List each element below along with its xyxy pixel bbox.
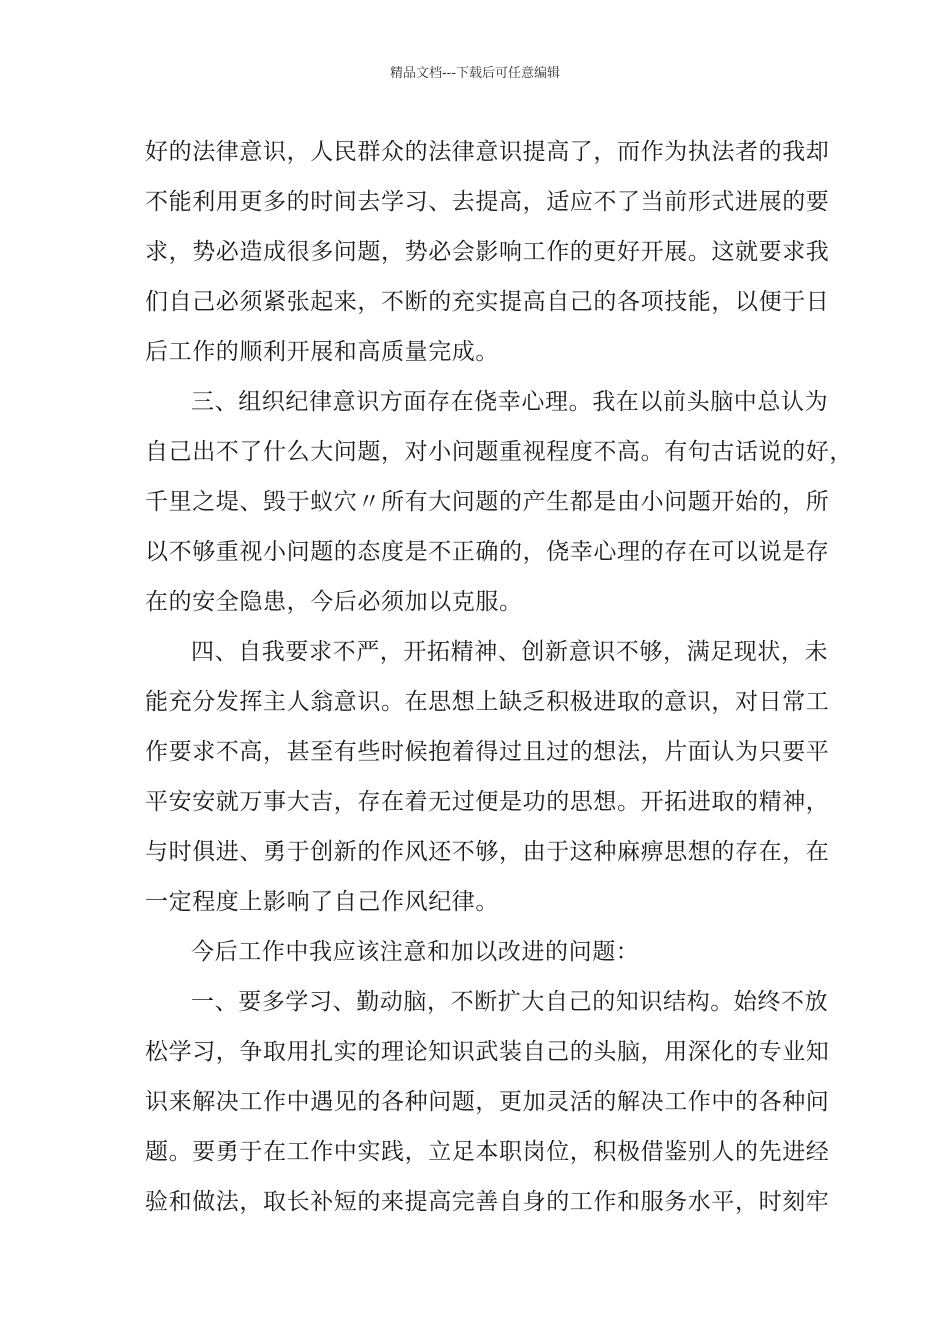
paragraph-section-three xyxy=(145,377,853,627)
text-line: 与时俱进、勇于创新的作风还不够，由于这种麻痹思想的存在，在 xyxy=(145,839,830,865)
paragraph-improvement-one xyxy=(145,977,830,1227)
text-line: 验和做法，取长补短的来提高完善自身的工作和服务水平，时刻牢 xyxy=(145,1189,830,1215)
text-line: 识来解决工作中遇见的各种问题，更加灵活的解决工作中的各种问 xyxy=(145,1089,830,1115)
text-line: 今后工作中我应该注意和加以改进的问题： xyxy=(191,939,640,965)
paragraph-section-four xyxy=(145,627,830,927)
text-line: 好的法律意识，人民群众的法律意识提高了，而作为执法者的我却 xyxy=(145,139,830,165)
text-line: 一、要多学习、勤动脑，不断扩大自己的知识结构。始终不放 xyxy=(191,989,829,1015)
text-line: 题。要勇于在工作中实践，立足本职岗位，积极借鉴别人的先进经 xyxy=(145,1139,830,1165)
document-body xyxy=(145,127,853,1227)
text-line: 平安安就万事大吉，存在着无过便是功的思想。开拓进取的精神， xyxy=(145,789,830,815)
paragraph-continuation xyxy=(145,127,830,377)
paragraph-improvement-heading xyxy=(145,927,809,977)
text-line: 以不够重视小问题的态度是不正确的，侥幸心理的存在可以说是存 xyxy=(145,539,830,565)
text-line: 求，势必造成很多问题，势必会影响工作的更好开展。这就要求我 xyxy=(145,239,830,265)
text-line: 不能利用更多的时间去学习、去提高，适应不了当前形式进展的要 xyxy=(145,189,830,215)
text-line: 四、自我要求不严，开拓精神、创新意识不够，满足现状，未 xyxy=(191,639,829,665)
text-line: 在的安全隐患，今后必须加以克服。 xyxy=(145,589,523,615)
text-line: 后工作的顺利开展和高质量完成。 xyxy=(145,339,499,365)
page-header: 精品文档---下载后可任意编辑 xyxy=(389,66,561,81)
text-line: 松学习，争取用扎实的理论知识武装自己的头脑，用深化的专业知 xyxy=(145,1039,830,1065)
text-line: 们自己必须紧张起来，不断的充实提高自己的各项技能，以便于日 xyxy=(145,289,830,315)
text-line: 自己出不了什么大问题，对小问题重视程度不高。有句古话说的好， xyxy=(145,439,853,465)
text-line: 三、组织纪律意识方面存在侥幸心理。我在以前头脑中总认为 xyxy=(191,389,829,415)
text-line: 能充分发挥主人翁意识。在思想上缺乏积极进取的意识，对日常工 xyxy=(145,689,830,715)
text-line: 一定程度上影响了自己作风纪律。 xyxy=(145,889,499,915)
text-line: 千里之堤、毁于蚁穴〃所有大问题的产生都是由小问题开始的，所 xyxy=(145,489,830,515)
text-line: 作要求不高，甚至有些时候抱着得过且过的想法，片面认为只要平 xyxy=(145,739,830,765)
